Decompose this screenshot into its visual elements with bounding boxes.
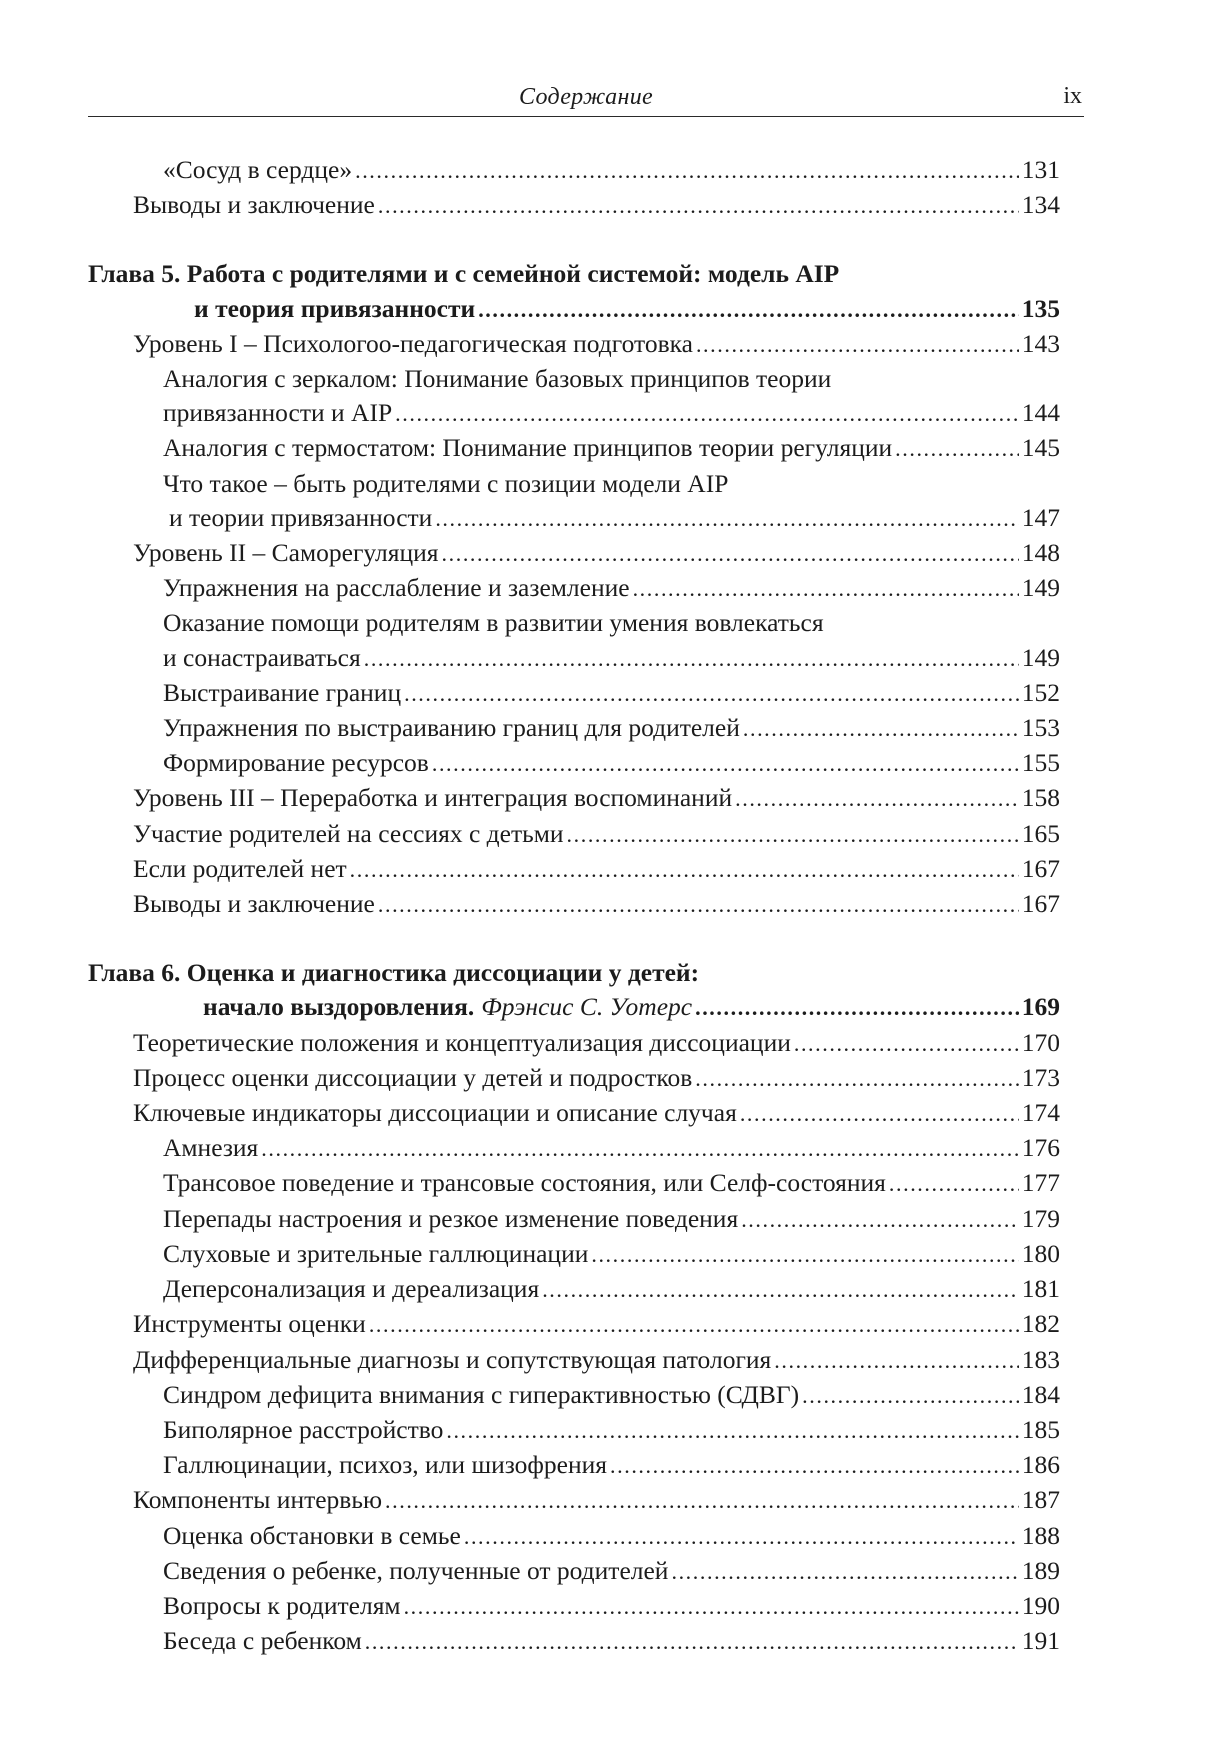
toc-entry-page: 174 xyxy=(1021,1098,1060,1128)
toc-entry-title: и теория привязанности xyxy=(194,293,476,323)
dot-leader xyxy=(895,432,1019,466)
toc-entry-page: 185 xyxy=(1021,1414,1060,1444)
chapter-6-author: Фрэнсис С. Уотерс xyxy=(481,992,693,1022)
toc-entry-title: Глава 5. Работа с родителями и с семейной системой: модель AIP xyxy=(88,259,840,289)
dot-leader xyxy=(395,397,1019,431)
dot-leader xyxy=(802,1379,1019,1413)
dot-leader xyxy=(404,677,1019,711)
dot-leader xyxy=(378,888,1019,922)
toc-entry-title: Уровень I – Психологоо-педагогическая подготовка xyxy=(133,328,693,358)
toc-entry[interactable] xyxy=(88,1026,1060,1061)
toc-entry[interactable] xyxy=(88,1061,1060,1096)
toc-entry-title: привязанности и AIP xyxy=(163,398,393,428)
toc-entry-title: Трансовое поведение и трансовые состояния, или Селф-состояния xyxy=(163,1168,886,1198)
toc-entry-page: 179 xyxy=(1021,1203,1060,1233)
dot-leader xyxy=(774,1344,1018,1378)
dot-leader xyxy=(695,991,1019,1025)
dot-leader xyxy=(567,818,1019,852)
dot-leader xyxy=(542,1273,1019,1307)
toc-entry-title: Теоретические положения и концептуализация диссоциации xyxy=(133,1027,791,1057)
dot-leader xyxy=(633,572,1019,606)
toc-entry[interactable] xyxy=(88,1343,1060,1378)
toc-entry-page: 145 xyxy=(1021,433,1060,463)
toc-entry-title: начало выздоровления. xyxy=(203,992,475,1022)
dot-leader xyxy=(432,747,1019,781)
toc-entry-title: «Сосуд в сердце» xyxy=(163,155,353,184)
toc-entry-page: 167 xyxy=(1021,853,1060,883)
toc-entry[interactable] xyxy=(88,1413,1060,1448)
toc-entry-line1[interactable] xyxy=(88,467,1060,501)
dot-leader xyxy=(442,537,1019,571)
toc-entry-title: Галлюцинации, психоз, или шизофрения xyxy=(163,1450,608,1480)
toc-entry-title: Если родителей нет xyxy=(133,853,347,883)
toc-entry-page: 182 xyxy=(1021,1309,1060,1339)
toc-entry[interactable] xyxy=(88,327,1060,362)
dot-leader xyxy=(735,782,1019,816)
toc-entry-title: и сонастраиваться xyxy=(163,642,361,672)
page-number: ix xyxy=(1063,83,1082,109)
toc-entry-title: Оказание помощи родителям в развитии умения вовлекаться xyxy=(163,608,824,638)
dot-leader xyxy=(446,1414,1018,1448)
table-of-contents xyxy=(88,153,1060,1659)
dot-leader xyxy=(671,1555,1018,1589)
toc-entry-title: Процесс оценки диссоциации у детей и подростков xyxy=(133,1062,693,1092)
toc-entry-page: 148 xyxy=(1021,538,1060,568)
toc-entry[interactable] xyxy=(88,396,1060,431)
chapter-6-title-line2[interactable] xyxy=(88,990,1060,1025)
dot-leader xyxy=(696,328,1019,362)
toc-entry-title: Сведения о ребенке, полученные от родителей xyxy=(163,1555,669,1585)
toc-entry[interactable] xyxy=(88,676,1060,711)
toc-entry-title: Упражнения по выстраиванию границ для родителей xyxy=(163,713,740,743)
toc-entry-title: Уровень II – Саморегуляция xyxy=(133,538,439,568)
toc-entry-page: 188 xyxy=(1021,1520,1060,1550)
toc-entry-page: 149 xyxy=(1021,573,1060,603)
toc-entry[interactable] xyxy=(88,1589,1060,1624)
toc-entry-page: 181 xyxy=(1021,1274,1060,1304)
toc-entry-page: 147 xyxy=(1021,502,1060,532)
toc-entry-title: Слуховые и зрительные галлюцинации xyxy=(163,1238,589,1268)
toc-entry-page: 187 xyxy=(1021,1485,1060,1515)
toc-entry[interactable] xyxy=(88,852,1060,887)
toc-entry-page: 143 xyxy=(1021,328,1060,358)
toc-entry-page: 189 xyxy=(1021,1555,1060,1585)
toc-entry[interactable] xyxy=(88,1096,1060,1131)
toc-entry[interactable] xyxy=(88,188,1060,223)
toc-entry-page: 165 xyxy=(1021,818,1060,848)
toc-entry-title: Уровень III – Переработка и интеграция воспоминаний xyxy=(133,783,733,813)
dot-leader xyxy=(365,1625,1019,1659)
toc-entry-title: Аналогия с термостатом: Понимание принципов теории регуляции xyxy=(163,433,893,463)
running-title: Содержание xyxy=(519,84,653,110)
toc-entry[interactable] xyxy=(88,746,1060,781)
toc-entry[interactable] xyxy=(88,431,1060,466)
toc-entry[interactable] xyxy=(88,1483,1060,1518)
toc-entry-title: Выводы и заключение xyxy=(133,889,375,919)
toc-entry-page: 158 xyxy=(1021,783,1060,813)
toc-entry[interactable] xyxy=(88,1307,1060,1342)
toc-entry[interactable] xyxy=(88,641,1060,676)
toc-entry[interactable] xyxy=(88,1624,1060,1659)
toc-entry-title: Дифференциальные диагнозы и сопутствующая патология xyxy=(133,1344,772,1374)
toc-entry[interactable] xyxy=(88,1378,1060,1413)
dot-leader xyxy=(743,712,1019,746)
dot-leader xyxy=(740,1097,1019,1131)
toc-entry[interactable] xyxy=(88,1237,1060,1272)
dot-leader xyxy=(741,1203,1019,1237)
dot-leader xyxy=(794,1027,1019,1061)
dot-leader xyxy=(261,1132,1018,1166)
toc-entry-title: Выстраивание границ xyxy=(163,677,402,707)
dot-leader xyxy=(464,1520,1019,1554)
dot-leader xyxy=(610,1449,1019,1483)
toc-entry-line1[interactable] xyxy=(88,606,1060,640)
toc-entry-title: Амнезия xyxy=(163,1133,259,1163)
toc-entry-title: Вопросы к родителям xyxy=(163,1590,401,1620)
toc-entry-page: 190 xyxy=(1021,1590,1060,1620)
toc-entry-page: 152 xyxy=(1021,677,1060,707)
toc-entry[interactable] xyxy=(88,1131,1060,1166)
toc-entry-title: Ключевые индикаторы диссоциации и описание случая xyxy=(133,1098,737,1128)
toc-entry-title: Беседа с ребенком xyxy=(163,1626,362,1656)
dot-leader xyxy=(889,1167,1019,1201)
toc-entry-title: Деперсонализация и дереализация xyxy=(163,1274,540,1304)
toc-entry-title: Оценка обстановки в семье xyxy=(163,1520,461,1550)
toc-entry-page: 131 xyxy=(1021,155,1060,184)
toc-entry-title: Инструменты оценки xyxy=(133,1309,366,1339)
toc-entry-page: 186 xyxy=(1021,1450,1060,1480)
toc-entry-title: Упражнения на расслабление и заземление xyxy=(163,573,630,603)
dot-leader xyxy=(364,642,1019,676)
toc-entry-page: 167 xyxy=(1021,889,1060,919)
dot-leader xyxy=(404,1590,1019,1624)
running-header xyxy=(88,80,1084,117)
toc-entry[interactable] xyxy=(88,501,1060,536)
dot-leader xyxy=(355,154,1019,188)
toc-entry-page: 184 xyxy=(1021,1379,1060,1409)
toc-entry-title: Перепады настроения и резкое изменение поведения xyxy=(163,1203,739,1233)
toc-entry-page: 155 xyxy=(1021,748,1060,778)
dot-leader xyxy=(378,189,1019,223)
chapter-5-page: 135 xyxy=(1021,293,1060,323)
toc-entry[interactable] xyxy=(88,711,1060,746)
toc-entry-title: Выводы и заключение xyxy=(133,190,375,220)
dot-leader xyxy=(350,853,1019,887)
toc-entry[interactable] xyxy=(88,1272,1060,1307)
dot-leader xyxy=(369,1308,1019,1342)
toc-entry-page: 191 xyxy=(1021,1626,1060,1656)
dot-leader xyxy=(591,1238,1018,1272)
toc-entry-title: Аналогия с зеркалом: Понимание базовых принципов теории xyxy=(163,364,832,394)
toc-entry-page: 173 xyxy=(1021,1062,1060,1092)
toc-entry-title: Что такое – быть родителями с позиции модели AIP xyxy=(163,468,729,498)
toc-entry-page: 134 xyxy=(1021,190,1060,220)
dot-leader xyxy=(385,1484,1019,1518)
toc-entry-page: 149 xyxy=(1021,642,1060,672)
toc-entry-title: Формирование ресурсов xyxy=(163,748,429,778)
toc-entry[interactable] xyxy=(88,153,1060,188)
toc-entry[interactable] xyxy=(88,887,1060,922)
toc-entry[interactable] xyxy=(88,536,1060,571)
chapter-6-title-line1[interactable] xyxy=(88,956,1060,990)
toc-entry-title: Компоненты интервью xyxy=(133,1485,383,1515)
toc-entry-line1[interactable] xyxy=(88,362,1060,396)
chapter-5-title-line2[interactable] xyxy=(88,292,1060,327)
chapter-6-page: 169 xyxy=(1021,992,1060,1022)
toc-entry-page: 177 xyxy=(1021,1168,1060,1198)
toc-entry[interactable] xyxy=(88,1448,1060,1483)
toc-entry-page: 144 xyxy=(1021,398,1060,428)
toc-entry-page: 170 xyxy=(1021,1027,1060,1057)
chapter-5-title-line1[interactable] xyxy=(88,257,1060,291)
toc-entry[interactable] xyxy=(88,1554,1060,1589)
toc-entry-title: Участие родителей на сессиях с детьми xyxy=(133,818,564,848)
toc-entry-page: 153 xyxy=(1021,713,1060,743)
toc-entry[interactable] xyxy=(88,1519,1060,1554)
dot-leader xyxy=(435,502,1018,536)
toc-entry[interactable] xyxy=(88,1166,1060,1201)
toc-entry-page: 183 xyxy=(1021,1344,1060,1374)
toc-entry-page: 176 xyxy=(1021,1133,1060,1163)
toc-entry-page: 180 xyxy=(1021,1238,1060,1268)
toc-entry-title: Глава 6. Оценка и диагностика диссоциации у детей: xyxy=(88,958,700,988)
dot-leader xyxy=(478,293,1019,327)
dot-leader xyxy=(695,1062,1018,1096)
toc-entry[interactable] xyxy=(88,1202,1060,1237)
toc-entry[interactable] xyxy=(88,817,1060,852)
toc-entry-title: и теории привязанности xyxy=(169,502,433,532)
toc-entry-title: Синдром дефицита внимания с гиперактивностью (СДВГ) xyxy=(163,1379,800,1409)
toc-entry-title: Биполярное расстройство xyxy=(163,1414,444,1444)
toc-entry[interactable] xyxy=(88,781,1060,816)
toc-entry[interactable] xyxy=(88,571,1060,606)
